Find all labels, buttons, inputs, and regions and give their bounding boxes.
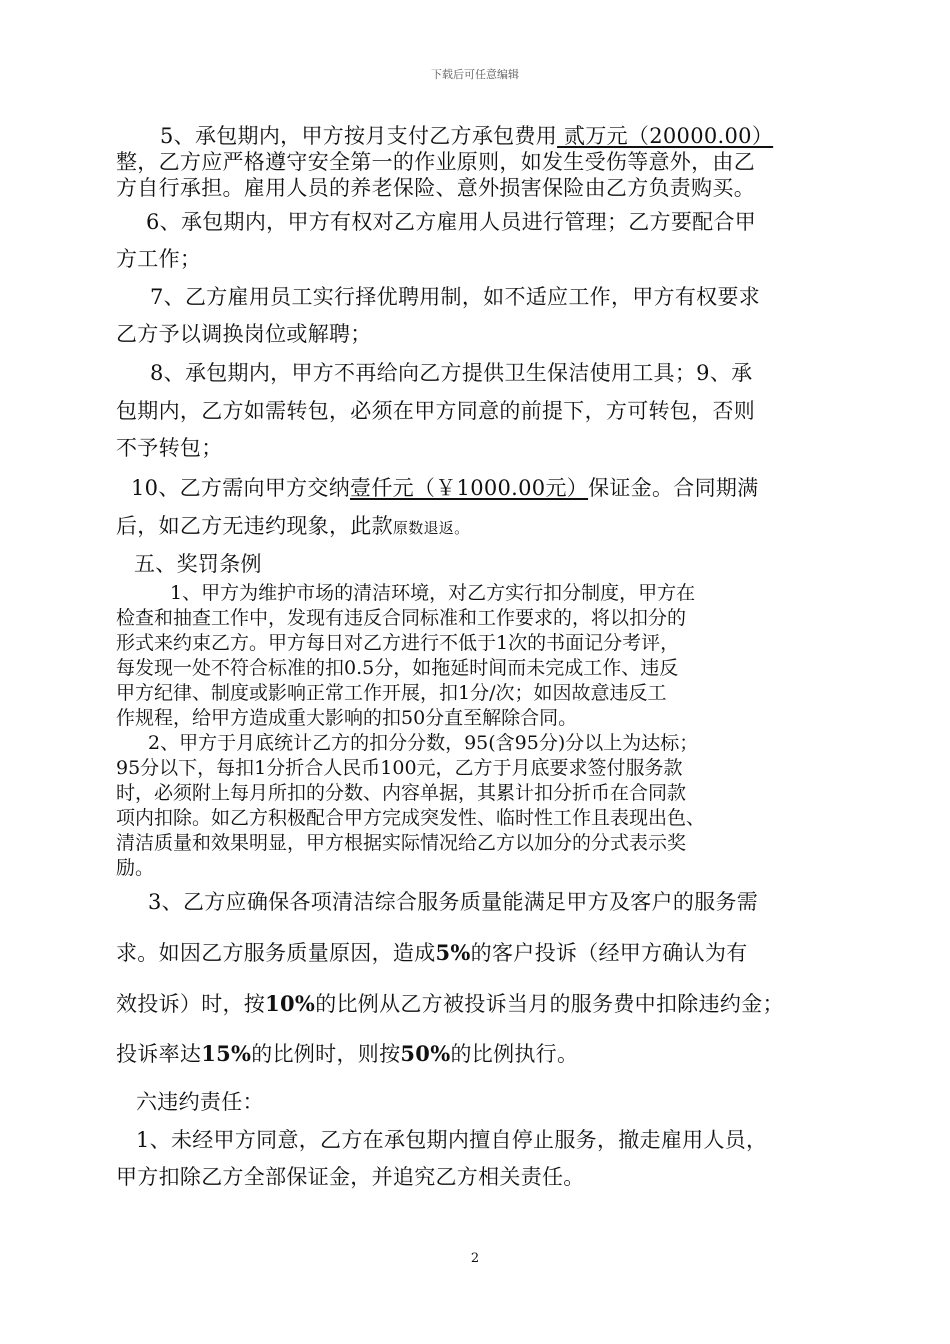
clause-10-line-1 xyxy=(131,472,758,502)
rule-3-text-f: 的比例时，则按 xyxy=(251,1042,401,1066)
rate-5pct: 5% xyxy=(435,940,471,965)
rule-1-line-1: 1、甲方为维护市场的清洁环境，对乙方实行扣分制度，甲方在 xyxy=(170,582,696,604)
clause-10-text: 10、乙方需向甲方交纳 xyxy=(131,476,351,500)
rule-3-text-a: 求。如因乙方服务质量原因，造成 xyxy=(116,941,436,965)
rule-2-line-5: 清洁质量和效果明显，甲方根据实际情况给乙方以加分的分式表示奖 xyxy=(116,832,687,854)
rule-2-line-6: 励。 xyxy=(116,857,155,879)
rule-1-line-6: 作规程，给甲方造成重大影响的扣50分直至解除合同。 xyxy=(116,707,578,729)
rate-10pct: 10% xyxy=(265,991,316,1016)
rule-3-line-3 xyxy=(116,988,784,1018)
page-number: 2 xyxy=(470,1251,480,1266)
clause-10-line-2-text: 后，如乙方无违约现象，此款 xyxy=(116,514,393,538)
rule-1-line-2: 检查和抽查工作中，发现有违反合同标准和工作要求的，将以扣分的 xyxy=(116,607,687,629)
clause-8-line-1: 8、承包期内，甲方不再给向乙方提供卫生保洁使用工具；9、承 xyxy=(150,361,753,385)
clause-8-line-2: 包期内，乙方如需转包，必须在甲方同意的前提下，方可转包，否则 xyxy=(116,399,755,423)
rule-1-line-3: 形式来约束乙方。甲方每日对乙方进行不低于1次的书面记分考评， xyxy=(116,632,680,654)
deposit-amount: 壹仟元（￥1000.00元） xyxy=(350,476,589,500)
page-header: 下载后可任意编辑 xyxy=(431,68,519,81)
section-6-title: 六违约责任： xyxy=(136,1090,264,1114)
rule-2-line-1: 2、甲方于月底统计乙方的扣分分数，95(含95分)分以上为达标； xyxy=(148,732,699,754)
rule-3-text-e: 投诉率达 xyxy=(116,1042,202,1066)
clause-10-line-2 xyxy=(116,510,469,540)
clause-5-line-3: 方自行承担。雇用人员的养老保险、意外损害保险由乙方负责购买。 xyxy=(116,176,755,200)
rule-2-line-3: 时，必须附上每月所扣的分数、内容单据，其累计扣分折币在合同款 xyxy=(116,782,687,804)
rule-2-line-2: 95分以下，每扣1分折合人民币100元，乙方于月底要求签付服务款 xyxy=(116,757,683,779)
clause-7-line-2: 乙方予以调换岗位或解聘； xyxy=(116,322,372,346)
rule-3-line-4 xyxy=(116,1038,578,1068)
clause-7-line-1: 7、乙方雇用员工实行择优聘用制，如不适应工作，甲方有权要求 xyxy=(150,285,761,309)
rule-1-line-4: 每发现一处不符合标准的扣0.5分，如拖延时间而未完成工作、违反 xyxy=(116,657,679,679)
clause-10-text-end: 保证金。合同期满 xyxy=(588,476,759,500)
rate-15pct: 15% xyxy=(201,1041,252,1066)
rate-50pct: 50% xyxy=(400,1041,451,1066)
rule-3-text-d: 的比例从乙方被投诉当月的服务费中扣除违约金； xyxy=(315,992,784,1016)
rule-3-text-b: 的客户投诉（经甲方确认为有 xyxy=(470,941,748,965)
clause-5-line-2: 整，乙方应严格遵守安全第一的作业原则，如发生受伤等意外，由乙 xyxy=(116,150,755,174)
refund-note: 原数退返。 xyxy=(392,519,470,537)
clause-6-line-1: 6、承包期内，甲方有权对乙方雇用人员进行管理；乙方要配合甲 xyxy=(146,210,757,234)
rule-1-line-5: 甲方纪律、制度或影响正常工作开展，扣1分/次；如因故意违反工 xyxy=(116,682,667,704)
breach-line-2: 甲方扣除乙方全部保证金，并追究乙方相关责任。 xyxy=(116,1165,585,1189)
clause-8-line-3: 不予转包； xyxy=(116,436,223,460)
clause-5-text: 5、承包期内，甲方按月支付乙方承包费用 xyxy=(160,124,558,148)
rule-2-line-4: 项内扣除。如乙方积极配合甲方完成突发性、临时性工作且表现出色、 xyxy=(116,807,706,829)
section-5-title: 五、奖罚条例 xyxy=(134,552,262,576)
rule-3-line-2 xyxy=(116,937,748,967)
fee-amount: 贰万元（20000.00） xyxy=(557,124,774,148)
rule-3-line-1: 3、乙方应确保各项清洁综合服务质量能满足甲方及客户的服务需 xyxy=(148,890,759,914)
clause-6-line-2: 方工作； xyxy=(116,247,202,271)
rule-3-text-c: 效投诉）时，按 xyxy=(116,992,266,1016)
rule-3-text-g: 的比例执行。 xyxy=(450,1042,579,1066)
breach-line-1: 1、未经甲方同意，乙方在承包期内擅自停止服务，撤走雇用人员， xyxy=(136,1128,768,1152)
